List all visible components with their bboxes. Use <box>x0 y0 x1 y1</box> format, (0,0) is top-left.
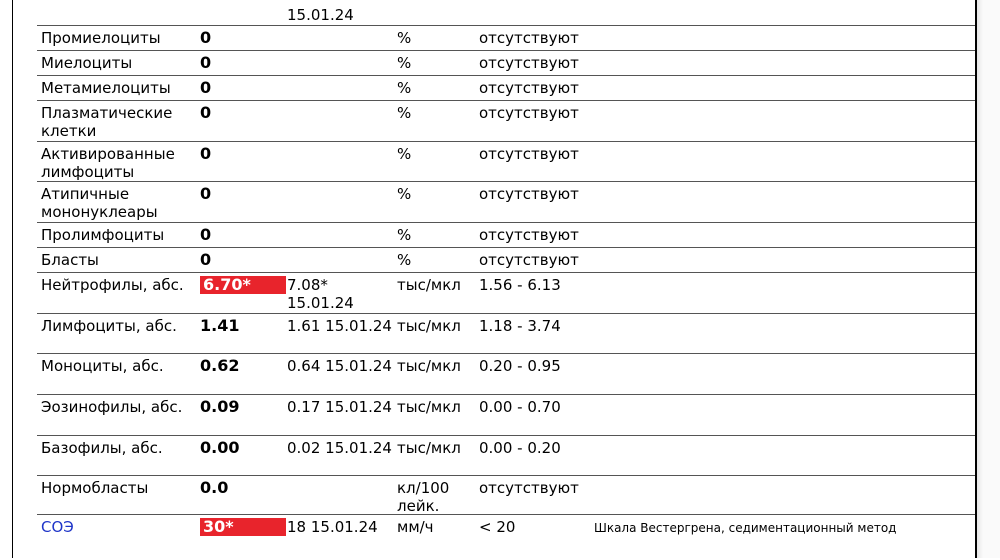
test-unit: тыс/мкл <box>397 439 461 457</box>
test-value: 0.0 <box>200 478 229 497</box>
reference-range: отсутствуют <box>479 251 579 269</box>
test-name: Нейтрофилы, абс. <box>41 276 184 294</box>
test-value: 0.09 <box>200 397 240 416</box>
test-value-flagged: 30* <box>200 518 286 536</box>
test-unit: тыс/мкл <box>397 357 461 375</box>
table-row <box>37 273 975 314</box>
table-row <box>37 26 975 51</box>
table-row <box>37 51 975 76</box>
reference-range: отсутствуют <box>479 226 579 244</box>
table-row <box>37 436 975 476</box>
test-unit: % <box>397 145 412 163</box>
test-unit: % <box>397 54 412 72</box>
reference-range: отсутствуют <box>479 29 579 47</box>
test-name: Нормобласты <box>41 479 149 497</box>
table-right-border <box>975 0 977 558</box>
test-name: Бласты <box>41 251 99 269</box>
test-value: 0.00 <box>200 438 240 457</box>
test-name: Метамиелоциты <box>41 79 171 97</box>
test-name: Базофилы, абс. <box>41 439 163 457</box>
test-value: 0 <box>200 250 212 269</box>
table-row <box>37 182 975 223</box>
test-unit: % <box>397 251 412 269</box>
test-value: 0 <box>200 28 212 47</box>
table-row <box>37 395 975 436</box>
test-value: 0 <box>200 184 212 203</box>
prev-result: 18 15.01.24 <box>287 518 378 536</box>
prev-result: 7.08* 15.01.24 <box>287 276 354 312</box>
test-value: 0 <box>200 103 212 122</box>
table-row <box>37 476 975 515</box>
test-name: Активированные лимфоциты <box>41 145 175 181</box>
test-name: Промиелоциты <box>41 29 161 47</box>
reference-range: 0.00 - 0.20 <box>479 439 561 457</box>
table-row <box>37 223 975 248</box>
test-name: Атипичные мононуклеары <box>41 185 158 221</box>
test-unit: кл/100 лейк. <box>397 479 450 515</box>
test-name: Эозинофилы, абс. <box>41 398 183 416</box>
test-unit: % <box>397 79 412 97</box>
test-name: Пролимфоциты <box>41 226 165 244</box>
test-unit: % <box>397 104 412 122</box>
table-row <box>37 314 975 354</box>
table-row <box>37 76 975 101</box>
esr-link[interactable]: СОЭ <box>41 518 74 536</box>
reference-range: 1.56 - 6.13 <box>479 276 561 294</box>
prev-result: 0.64 15.01.24 <box>287 357 392 375</box>
test-name: Лимфоциты, абс. <box>41 317 177 335</box>
test-unit: мм/ч <box>397 518 434 536</box>
method-note: Шкала Вестергрена, седиментационный метод <box>594 521 897 535</box>
test-value: 0.62 <box>200 356 240 375</box>
test-value: 0 <box>200 225 212 244</box>
table-row <box>37 354 975 395</box>
reference-range: < 20 <box>479 518 516 536</box>
reference-range: отсутствуют <box>479 145 579 163</box>
reference-range: 0.00 - 0.70 <box>479 398 561 416</box>
prev-result: 1.61 15.01.24 <box>287 317 392 335</box>
test-unit: тыс/мкл <box>397 398 461 416</box>
reference-range: отсутствуют <box>479 185 579 203</box>
viewer-margin <box>977 0 1000 558</box>
table-row <box>37 0 975 26</box>
reference-range: отсутствуют <box>479 104 579 122</box>
test-name: Моноциты, абс. <box>41 357 164 375</box>
reference-range: отсутствуют <box>479 479 579 497</box>
reference-range: отсутствуют <box>479 79 579 97</box>
reference-range: 0.20 - 0.95 <box>479 357 561 375</box>
test-unit: % <box>397 185 412 203</box>
test-value: 1.41 <box>200 316 240 335</box>
prev-result: 0.02 15.01.24 <box>287 439 392 457</box>
test-value: 0 <box>200 53 212 72</box>
test-unit: тыс/мкл <box>397 276 461 294</box>
table-left-border <box>12 0 13 558</box>
test-name: Миелоциты <box>41 54 133 72</box>
test-value-flagged: 6.70* <box>200 276 286 294</box>
test-unit: % <box>397 226 412 244</box>
table-row <box>37 101 975 142</box>
test-unit: тыс/мкл <box>397 317 461 335</box>
table-row <box>37 515 975 560</box>
table-row <box>37 248 975 273</box>
test-name: Плазматические клетки <box>41 104 173 140</box>
prev-result-date: 15.01.24 <box>287 6 354 24</box>
test-value: 0 <box>200 78 212 97</box>
prev-result: 0.17 15.01.24 <box>287 398 392 416</box>
reference-range: 1.18 - 3.74 <box>479 317 561 335</box>
test-unit: % <box>397 29 412 47</box>
test-value: 0 <box>200 144 212 163</box>
table-row <box>37 142 975 182</box>
reference-range: отсутствуют <box>479 54 579 72</box>
